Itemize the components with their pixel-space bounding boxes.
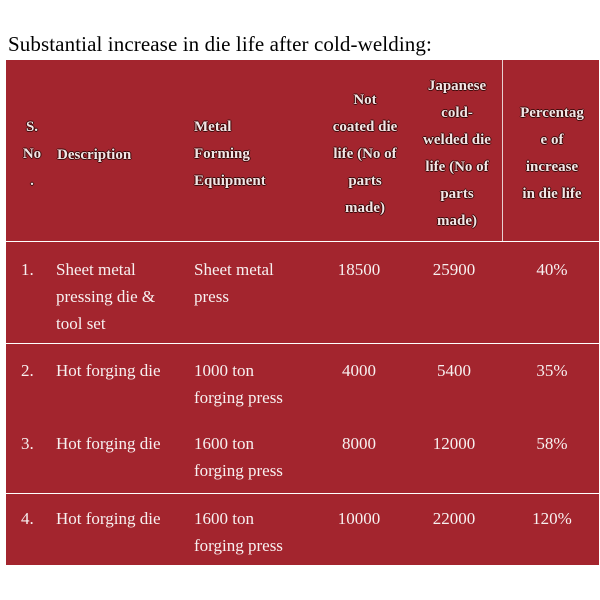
row2-not-coated: 4000 xyxy=(342,361,376,380)
row1-sno: 1. xyxy=(21,260,34,279)
die-life-table xyxy=(5,59,600,566)
header-percentage: Percentag e of increase in die life xyxy=(520,105,584,202)
row2-percentage: 35% xyxy=(536,361,568,380)
row4-japanese: 22000 xyxy=(432,509,476,528)
row4-equipment: 1600 ton forging press xyxy=(194,509,283,555)
row2-sno: 2. xyxy=(21,361,34,380)
header-divider xyxy=(6,241,599,242)
row3-percentage: 58% xyxy=(536,434,568,453)
row4-description: Hot forging die xyxy=(56,509,161,528)
row3-sno: 3. xyxy=(21,434,34,453)
header-not-coated: Not coated die life (No of parts made) xyxy=(332,92,398,216)
row1-equipment: Sheet metal press xyxy=(194,260,274,306)
header-description: Description xyxy=(57,147,132,163)
row4-sno: 4. xyxy=(21,509,34,528)
row-divider xyxy=(6,493,599,494)
row-divider xyxy=(6,343,599,344)
row3-description: Hot forging die xyxy=(56,434,161,453)
row3-equipment: 1600 ton forging press xyxy=(194,434,283,480)
header-japanese: Japanese cold- welded die life (No of parts made) xyxy=(423,78,491,229)
row2-japanese: 5400 xyxy=(437,361,471,380)
row4-not-coated: 10000 xyxy=(337,509,381,528)
row3-not-coated: 8000 xyxy=(342,434,376,453)
row4-percentage: 120% xyxy=(532,509,572,528)
row1-not-coated: 18500 xyxy=(337,260,381,279)
row1-percentage: 40% xyxy=(536,260,568,279)
row1-description: Sheet metal pressing die & tool set xyxy=(56,260,156,333)
row2-description: Hot forging die xyxy=(56,361,161,380)
row1-japanese: 25900 xyxy=(432,260,476,279)
row3-japanese: 12000 xyxy=(432,434,476,453)
header-equipment: Metal Forming Equipment xyxy=(194,119,266,189)
table-caption: Substantial increase in die life after cold-welding: xyxy=(8,32,432,56)
row2-equipment: 1000 ton forging press xyxy=(194,361,283,407)
header-sno: S. No . xyxy=(22,119,42,189)
